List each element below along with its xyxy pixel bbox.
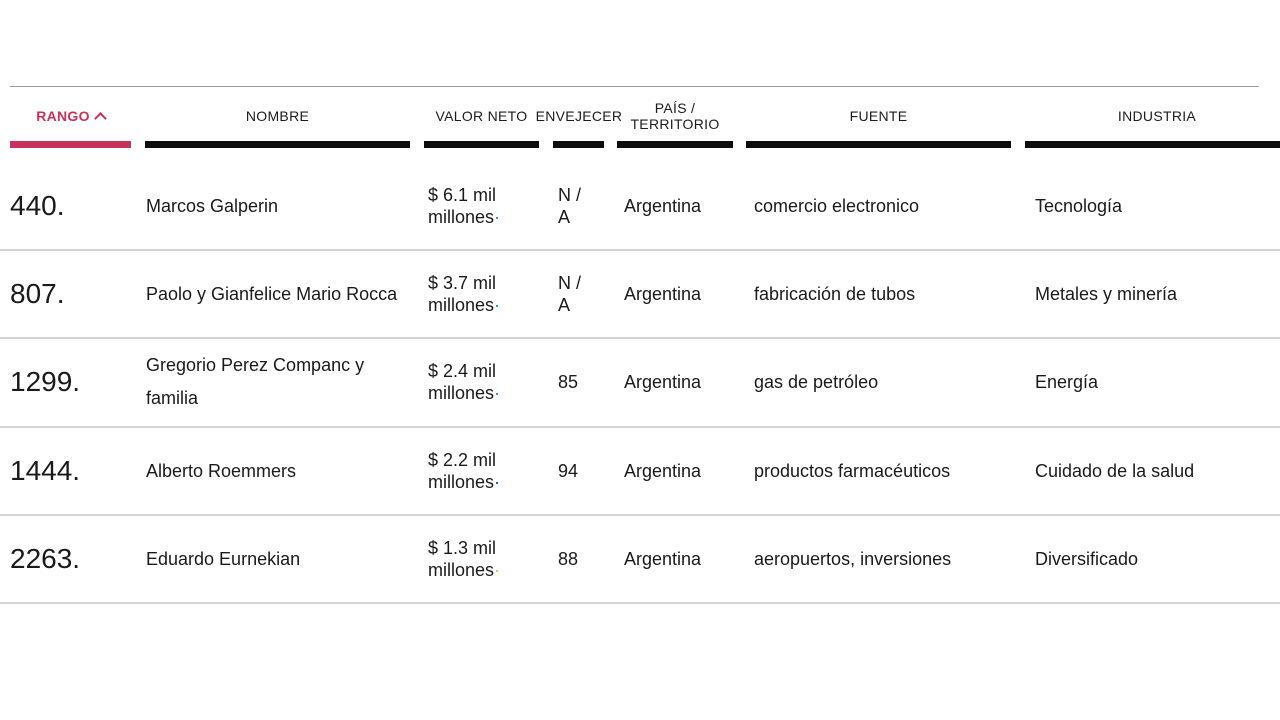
industry-cell: Metales y minería <box>1035 283 1178 304</box>
name-cell[interactable]: Alberto Roemmers <box>146 460 297 481</box>
row-divider <box>0 602 1280 604</box>
net-worth-cell <box>428 515 528 603</box>
age-line1: 88 <box>558 549 579 569</box>
rank-cell: 1299. <box>10 366 81 397</box>
source-cell: aeropuertos, inversiones <box>754 548 952 569</box>
sort-ascending-icon <box>94 112 107 125</box>
country-cell: Argentina <box>624 548 702 569</box>
trend-indicator-icon <box>496 217 498 219</box>
name-cell[interactable]: Gregorio Perez Companc y familia <box>146 355 365 408</box>
source-column-bar <box>746 141 1011 148</box>
net-worth-line1: $ 2.4 mil <box>428 361 497 381</box>
industry-column-bar <box>1025 141 1280 148</box>
source-cell: gas de petróleo <box>754 371 879 392</box>
table-row[interactable] <box>0 162 1280 250</box>
age-cell <box>558 427 608 515</box>
industry-cell: Tecnología <box>1035 195 1123 216</box>
age-column-bar <box>553 141 604 148</box>
trend-indicator-icon <box>496 570 498 572</box>
column-header-country-label-line1: PAÍS / <box>654 100 696 116</box>
column-header-industry-label: INDUSTRIA <box>1117 108 1197 124</box>
table-row[interactable] <box>0 338 1280 426</box>
age-line1: N / <box>558 185 582 205</box>
age-line1: 94 <box>558 461 579 481</box>
net-worth-line1: $ 2.2 mil <box>428 450 497 470</box>
age-cell <box>558 250 608 338</box>
net-worth-line2: millones <box>428 295 495 315</box>
name-column-bar <box>145 141 410 148</box>
source-cell: fabricación de tubos <box>754 283 916 304</box>
age-line1: 85 <box>558 372 579 392</box>
name-cell[interactable]: Marcos Galperin <box>146 195 279 216</box>
industry-cell: Cuidado de la salud <box>1035 460 1195 481</box>
column-header-name[interactable] <box>145 96 410 136</box>
column-header-country-label-line2: TERRITORIO <box>630 116 720 132</box>
column-header-rank-label: RANGO <box>36 108 90 124</box>
column-header-source[interactable] <box>746 96 1011 136</box>
trend-indicator-icon <box>496 393 498 395</box>
table-row[interactable] <box>0 250 1280 338</box>
net-worth-line2: millones <box>428 207 495 227</box>
source-cell: productos farmacéuticos <box>754 460 951 481</box>
rank-cell: 1444. <box>10 455 81 486</box>
source-cell: comercio electronico <box>754 195 920 216</box>
column-header-net-worth[interactable] <box>424 96 539 136</box>
age-cell <box>558 338 608 426</box>
column-header-name-label: NOMBRE <box>245 108 310 124</box>
net-worth-line1: $ 6.1 mil <box>428 185 497 205</box>
age-line2: A <box>558 295 571 315</box>
column-header-rank[interactable] <box>10 96 131 136</box>
column-header-country[interactable] <box>617 96 733 136</box>
table-row[interactable] <box>0 427 1280 515</box>
net-worth-line2: millones <box>428 472 495 492</box>
rank-cell: 2263. <box>10 543 81 574</box>
country-cell: Argentina <box>624 371 702 392</box>
country-cell: Argentina <box>624 195 702 216</box>
rank-column-active-bar <box>10 141 131 148</box>
column-header-net-worth-label: VALOR NETO <box>435 108 528 124</box>
rank-cell: 807. <box>10 278 65 309</box>
net-worth-line1: $ 3.7 mil <box>428 273 497 293</box>
age-line2: A <box>558 207 571 227</box>
table-row[interactable] <box>0 515 1280 603</box>
column-header-industry[interactable] <box>1025 96 1280 136</box>
age-cell <box>558 162 608 250</box>
net-worth-line1: $ 1.3 mil <box>428 538 497 558</box>
net-worth-column-bar <box>424 141 539 148</box>
industry-cell: Energía <box>1035 371 1099 392</box>
net-worth-cell <box>428 338 528 426</box>
age-line1: N / <box>558 273 582 293</box>
top-divider <box>10 86 1259 87</box>
name-cell[interactable]: Eduardo Eurnekian <box>146 548 301 569</box>
net-worth-cell <box>428 162 528 250</box>
trend-indicator-icon <box>496 482 498 484</box>
column-header-age[interactable] <box>532 96 626 136</box>
age-cell <box>558 515 608 603</box>
column-header-age-label: ENVEJECER <box>535 108 623 124</box>
trend-indicator-icon <box>496 305 498 307</box>
country-cell: Argentina <box>624 283 702 304</box>
industry-cell: Diversificado <box>1035 548 1139 569</box>
rank-cell: 440. <box>10 190 65 221</box>
country-column-bar <box>617 141 733 148</box>
net-worth-cell <box>428 250 528 338</box>
net-worth-line2: millones <box>428 560 495 580</box>
name-cell[interactable]: Paolo y Gianfelice Mario Rocca <box>146 283 398 304</box>
net-worth-line2: millones <box>428 383 495 403</box>
country-cell: Argentina <box>624 460 702 481</box>
column-header-source-label: FUENTE <box>849 108 908 124</box>
net-worth-cell <box>428 427 528 515</box>
